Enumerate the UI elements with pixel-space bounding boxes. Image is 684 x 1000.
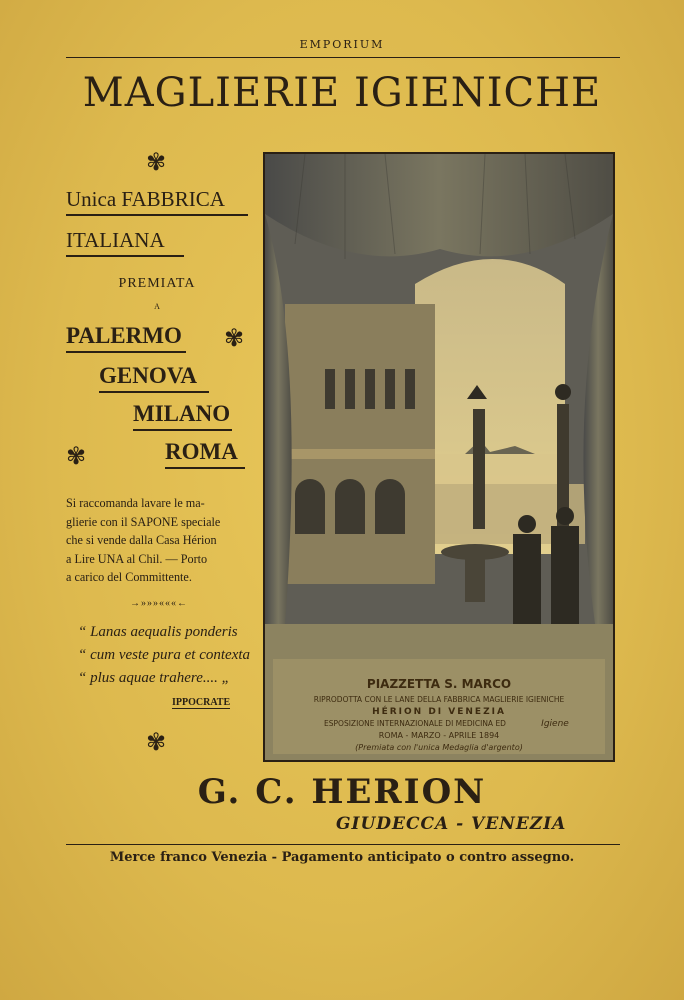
- venice-illustration: [263, 152, 615, 762]
- city-genova: GENOVA: [99, 362, 209, 393]
- caption-igiene: Igiene: [541, 719, 569, 729]
- caption-line5: ROMA - MARZO - APRILE 1894: [378, 731, 500, 740]
- caption-line6: (Premiata con l'unica Medaglia d'argento): [355, 743, 523, 752]
- column-san-marco: [473, 409, 485, 529]
- brand-name: G. C. HERION: [197, 772, 487, 812]
- city-palermo: PALERMO: [66, 322, 186, 353]
- flower-ornament-icon: ✾: [66, 442, 87, 470]
- brand-location: GIUDECCA - VENEZIA: [336, 814, 567, 834]
- caption-line2: RIPRODOTTA CON LE LANE DELLA FABBRICA MAGLIERIE IGIENICHE: [313, 695, 565, 704]
- illustration-graphic: [265, 154, 613, 760]
- ornamental-divider: →»»»«««←: [130, 598, 188, 609]
- italiana-line: ITALIANA: [66, 226, 184, 257]
- quote-attribution: IPPOCRATE: [172, 697, 231, 708]
- flower-ornament-icon: ✾: [146, 728, 167, 756]
- doge-palace: [285, 304, 435, 584]
- caption-title: PIAZZETTA S. MARCO: [366, 677, 512, 691]
- flower-ornament-icon: ✾: [146, 148, 167, 176]
- bottom-rule: [66, 844, 620, 845]
- main-title: MAGLIERIE IGIENICHE: [82, 70, 602, 116]
- top-drape: [265, 154, 613, 256]
- header-title: EMPORIUM: [299, 38, 385, 51]
- premiata-label: PREMIATA: [118, 276, 196, 291]
- caption-line3: HÉRION DI VENEZIA: [372, 707, 506, 717]
- city-roma: ROMA: [165, 438, 245, 469]
- city-milano: MILANO: [133, 400, 232, 431]
- top-rule: [66, 57, 620, 58]
- flower-ornament-icon: ✾: [224, 324, 245, 352]
- unica-fabbrica-line: Unica FABBRICA: [66, 185, 248, 216]
- latin-quote: “ Lanas aequalis ponderis “ cum veste pura et contexta “ plus aquae trahere.... „: [78, 624, 251, 686]
- caption-line4: ESPOSIZIONE INTERNAZIONALE DI MEDICINA ED: [324, 719, 506, 728]
- a-label: A: [154, 302, 160, 311]
- washing-notice: Si raccomanda lavare le ma- glierie con il SAPONE speciale che si vende dalla Casa Hérion a Lire UNA al Chil. — Porto a carico del Committente.: [66, 496, 221, 584]
- footer-terms: Merce franco Venezia - Pagamento anticipato o contro assegno.: [109, 850, 575, 865]
